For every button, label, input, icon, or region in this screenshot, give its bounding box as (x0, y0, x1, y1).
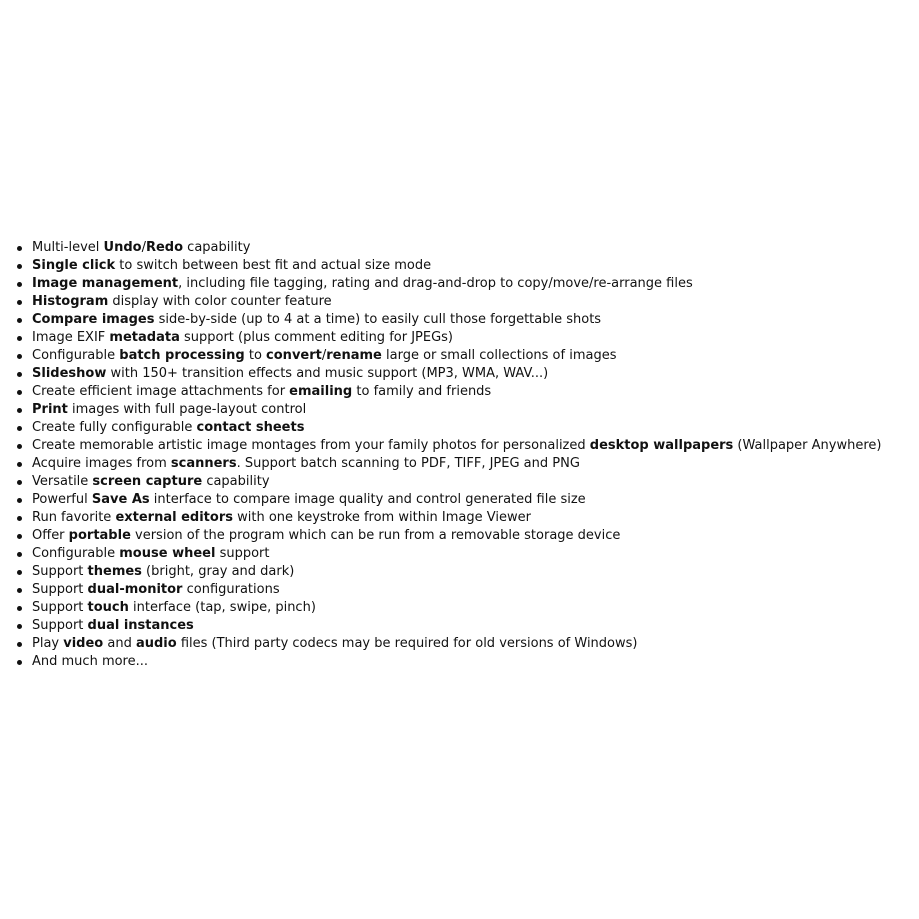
feature-text (32, 618, 194, 633)
feature-description: Acquire images from (32, 456, 171, 471)
feature-keyword: themes (87, 564, 142, 579)
feature-text (32, 582, 280, 597)
feature-item (0, 257, 881, 275)
feature-description: configurations (182, 582, 280, 597)
feature-keyword: Print (32, 402, 68, 417)
bullet-icon (17, 534, 22, 539)
feature-keyword: emailing (289, 384, 353, 399)
bullet-icon (17, 498, 22, 503)
feature-keyword: scanners (170, 456, 237, 471)
feature-keyword: metadata (109, 330, 180, 345)
bullet-icon (17, 372, 22, 377)
bullet-icon (17, 480, 22, 485)
feature-keyword: Image management (32, 276, 179, 291)
feature-description: , including file tagging, rating and drag-and-drop to copy/move/re-arrange files (178, 276, 693, 291)
feature-item (0, 653, 881, 671)
feature-item (0, 401, 881, 419)
feature-item (0, 581, 881, 599)
feature-item (0, 437, 881, 455)
feature-description: images with full page-layout control (67, 402, 307, 417)
feature-item (0, 383, 881, 401)
feature-item (0, 617, 881, 635)
feature-description: Offer (32, 528, 69, 543)
feature-text (32, 420, 304, 435)
feature-description: capability (183, 240, 251, 255)
feature-keyword: Histogram (32, 294, 109, 309)
feature-keyword: dual instances (87, 618, 194, 633)
feature-text (32, 456, 580, 471)
feature-description: Powerful (32, 492, 92, 507)
bullet-icon (17, 426, 22, 431)
feature-description: (bright, gray and dark) (141, 564, 295, 579)
feature-keyword: touch (87, 600, 129, 615)
feature-text (32, 258, 431, 273)
feature-description: and (103, 636, 136, 651)
feature-description: interface (tap, swipe, pinch) (128, 600, 316, 615)
feature-description: Support (32, 582, 88, 597)
bullet-icon (17, 300, 22, 305)
feature-text (32, 510, 531, 525)
bullet-icon (17, 588, 22, 593)
feature-text (32, 528, 620, 543)
feature-description: large or small collections of images (381, 348, 617, 363)
feature-text (32, 240, 250, 255)
feature-description: files (Third party codecs may be required for old versions of Windows) (176, 636, 638, 651)
feature-item (0, 239, 881, 257)
bullet-icon (17, 444, 22, 449)
feature-keyword: mouse wheel (119, 546, 216, 561)
feature-description: with one keystroke from within Image Viewer (232, 510, 531, 525)
feature-description: Versatile (32, 474, 93, 489)
feature-text (32, 348, 616, 363)
feature-item (0, 329, 881, 347)
feature-description: / (141, 240, 146, 255)
feature-text (32, 564, 294, 579)
feature-item (0, 473, 881, 491)
bullet-icon (17, 516, 22, 521)
feature-description: Create efficient image attachments for (32, 384, 290, 399)
bullet-icon (17, 570, 22, 575)
feature-text (32, 474, 270, 489)
feature-keyword: video (63, 636, 104, 651)
feature-description: capability (202, 474, 270, 489)
feature-keyword: Save As (91, 492, 150, 507)
bullet-icon (17, 606, 22, 611)
bullet-icon (17, 390, 22, 395)
feature-keyword: contact sheets (196, 420, 305, 435)
feature-item (0, 419, 881, 437)
feature-text (32, 384, 491, 399)
feature-description: Play (32, 636, 64, 651)
feature-item (0, 509, 881, 527)
feature-description: Image EXIF (32, 330, 110, 345)
feature-text (32, 546, 269, 561)
feature-keyword: Undo (103, 240, 142, 255)
feature-keyword: audio (135, 636, 177, 651)
feature-description: Create fully configurable (32, 420, 197, 435)
feature-description: . Support batch scanning to PDF, TIFF, JPEG and PNG (236, 456, 580, 471)
feature-keyword: convert (266, 348, 322, 363)
feature-item (0, 293, 881, 311)
feature-description: interface to compare image quality and control generated file size (149, 492, 586, 507)
feature-description: Run favorite (32, 510, 116, 525)
feature-keyword: desktop wallpapers (589, 438, 734, 453)
feature-item (0, 275, 881, 293)
bullet-icon (17, 246, 22, 251)
feature-item (0, 365, 881, 383)
feature-keyword: dual-monitor (87, 582, 183, 597)
bullet-icon (17, 552, 22, 557)
bullet-icon (17, 642, 22, 647)
feature-description: with 150+ transition effects and music support (MP3, WMA, WAV...) (106, 366, 549, 381)
bullet-icon (17, 624, 22, 629)
feature-description: Support (32, 564, 88, 579)
feature-item (0, 635, 881, 653)
feature-item (0, 599, 881, 617)
feature-text (32, 402, 306, 417)
feature-description: display with color counter feature (108, 294, 332, 309)
feature-description: Configurable (32, 546, 120, 561)
feature-keyword: Compare images (32, 312, 155, 327)
feature-description: to family and friends (352, 384, 492, 399)
bullet-icon (17, 282, 22, 287)
feature-item (0, 563, 881, 581)
feature-description: Configurable (32, 348, 120, 363)
bullet-icon (17, 462, 22, 467)
bullet-icon (17, 318, 22, 323)
feature-description: support (215, 546, 270, 561)
feature-item (0, 311, 881, 329)
feature-keyword: screen capture (92, 474, 203, 489)
feature-text (32, 438, 881, 453)
feature-description: Support (32, 600, 88, 615)
feature-description: / (321, 348, 327, 363)
bullet-icon (17, 354, 22, 359)
feature-text (32, 366, 548, 381)
feature-description: version of the program which can be run from a removable storage device (130, 528, 621, 543)
feature-keyword: Slideshow (32, 366, 107, 381)
feature-text (32, 276, 693, 291)
feature-description: support (plus comment editing for JPEGs) (179, 330, 454, 345)
feature-list (0, 239, 881, 671)
bullet-icon (17, 336, 22, 341)
feature-description: (Wallpaper Anywhere) (733, 438, 882, 453)
feature-description: Multi-level (32, 240, 104, 255)
feature-keyword: rename (326, 348, 382, 363)
bullet-icon (17, 660, 22, 665)
bullet-icon (17, 408, 22, 413)
feature-description: to switch between best fit and actual size mode (115, 258, 432, 273)
feature-text (32, 600, 316, 615)
feature-keyword: external editors (115, 510, 233, 525)
feature-description: side-by-side (up to 4 at a time) to easily cull those forgettable shots (154, 312, 602, 327)
feature-keyword: portable (68, 528, 131, 543)
bullet-icon (17, 264, 22, 269)
feature-item (0, 527, 881, 545)
feature-text (32, 330, 453, 345)
feature-description: to (244, 348, 267, 363)
feature-item (0, 491, 881, 509)
feature-item (0, 347, 881, 365)
feature-keyword: Redo (145, 240, 184, 255)
feature-keyword: batch processing (119, 348, 245, 363)
feature-text (32, 312, 601, 327)
feature-text (32, 636, 637, 651)
feature-text (32, 294, 332, 309)
feature-text (32, 654, 148, 669)
feature-item (0, 545, 881, 563)
feature-description: Create memorable artistic image montages from your family photos for personalized (32, 438, 590, 453)
feature-description: And much more... (32, 654, 149, 669)
feature-text (32, 492, 586, 507)
feature-description: Support (32, 618, 88, 633)
feature-keyword: Single click (32, 258, 116, 273)
feature-item (0, 455, 881, 473)
